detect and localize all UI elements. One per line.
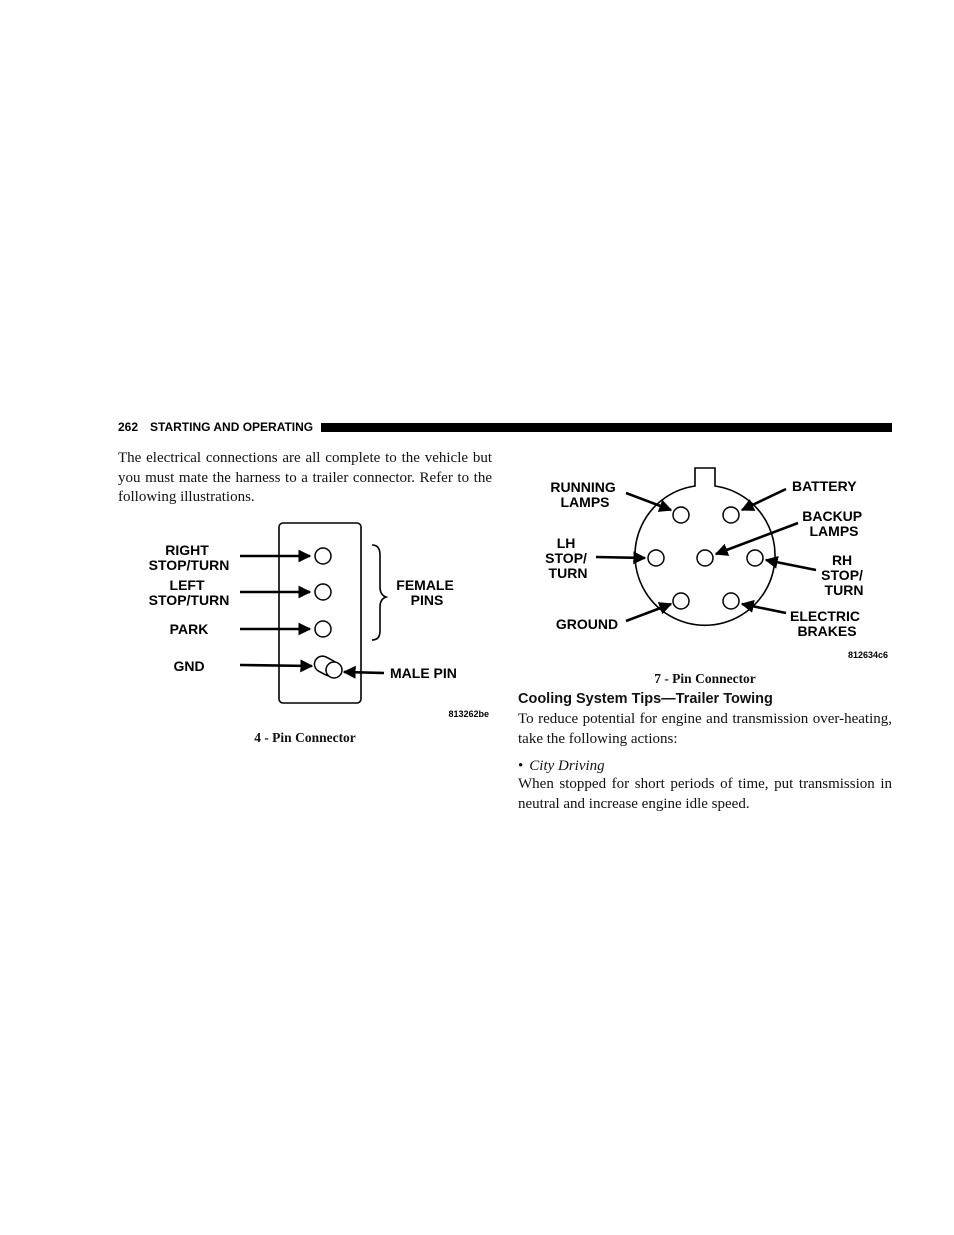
connector-housing — [635, 468, 775, 625]
male-pin-shape — [312, 653, 342, 678]
female-pin — [315, 621, 331, 637]
label-battery: BATTERY — [792, 478, 857, 494]
pin-rh-stop-turn — [747, 550, 763, 566]
caption-4pin: 4 - Pin Connector — [254, 730, 356, 745]
label-running-lamps: RUNNING LAMPS — [550, 479, 616, 510]
header-rule — [321, 423, 892, 432]
pin-ground — [673, 593, 689, 609]
label-lh-stop-turn: LH STOP/ TURN — [545, 535, 588, 581]
label-left-stop-turn: LEFT STOP/TURN — [148, 577, 230, 608]
four-pin-connector-diagram — [118, 515, 498, 725]
female-pin — [315, 548, 331, 564]
label-park: PARK — [169, 621, 209, 637]
arrow-lh-stop-turn — [596, 557, 645, 558]
label-ground: GROUND — [555, 616, 619, 632]
arrow-running-lamps — [626, 493, 671, 510]
bullet-marker: • — [518, 758, 524, 774]
pin-electric-brakes — [723, 593, 739, 609]
bullet-text: City Driving — [529, 758, 605, 774]
label-gnd: GND — [173, 658, 205, 674]
cooling-intro-paragraph: To reduce potential for engine and transmission over-heating, take the following actions: — [518, 711, 892, 747]
arrow-electric-brakes — [742, 604, 786, 613]
figure-code-4pin: 813262be — [448, 709, 489, 719]
page-number: 262 — [118, 420, 139, 434]
label-male-pin: MALE PIN — [390, 665, 457, 681]
pin-battery — [723, 507, 739, 523]
label-backup-lamps: BACKUP LAMPS — [802, 508, 862, 539]
seven-pin-connector-diagram — [518, 462, 898, 672]
section-title: STARTING AND OPERATING — [150, 420, 314, 434]
caption-7pin: 7 - Pin Connector — [654, 671, 756, 686]
bullet-item — [518, 757, 605, 777]
label-electric-brakes: ELECTRIC BRAKES — [790, 608, 861, 639]
pin-center-backup — [697, 550, 713, 566]
label-rh-stop-turn: RH STOP/ TURN — [821, 552, 864, 598]
label-right-stop-turn: RIGHT STOP/TURN — [148, 542, 230, 573]
pin-running-lamps — [673, 507, 689, 523]
pin-lh-stop-turn — [648, 550, 664, 566]
arrow-gnd — [240, 665, 312, 666]
female-pins-brace — [372, 545, 386, 640]
page-header — [118, 419, 892, 435]
female-pin — [315, 584, 331, 600]
figure-code-7pin: 812634c6 — [847, 650, 888, 660]
arrow-backup-lamps — [716, 523, 798, 554]
section-subheading: Cooling System Tips—Trailer Towing — [518, 691, 773, 707]
intro-paragraph: The electrical connections are all complete to the vehicle but you must mate the harness to a trailer connector. Refer to the following illustrations. — [118, 450, 492, 505]
city-driving-paragraph: When stopped for short periods of time, put transmission in neutral and increase engine idle speed. — [518, 776, 892, 812]
label-female-pins: FEMALE PINS — [396, 577, 454, 608]
arrow-male-pin — [344, 672, 384, 673]
